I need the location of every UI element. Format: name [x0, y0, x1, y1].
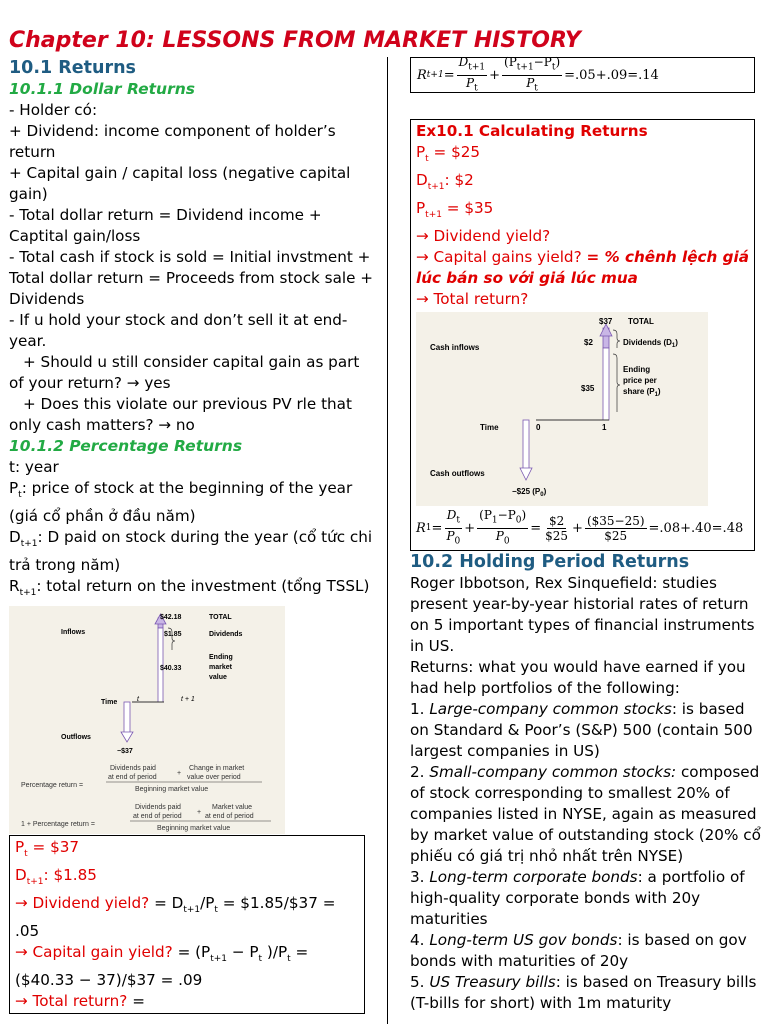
svg-text:+: +	[177, 770, 182, 778]
total-return-formula: R t+1 = $\frac{D_{t+1}}{P_t}$ + $\frac{(P_{t+1}-P_t)}{P_t}$ =.05+.09=.14	[410, 57, 755, 93]
paragraph: + Dividend: income component of holder’s return	[9, 122, 336, 161]
time-1: 1	[602, 423, 607, 433]
outflow-bar	[124, 702, 130, 734]
time-t: t	[137, 696, 139, 704]
svg-text:+: +	[197, 809, 202, 817]
svg-text:Beginning market value: Beginning market value	[157, 825, 231, 833]
ending-value: $35	[581, 384, 595, 394]
ending-label-line3: value	[209, 674, 227, 682]
example-line: $D_{t+1}$: $2	[416, 171, 474, 193]
paragraph: + Should u still consider capital gain as part of your return? → yes	[9, 353, 360, 392]
chapter-title: Chapter 10: LESSONS FROM MARKET HISTORY	[9, 28, 581, 53]
paragraph: Returns: what you would have earned if you had help portfolios of the following:	[410, 658, 746, 698]
return-diagram-figure	[9, 606, 285, 834]
svg-text:at end of period: at end of period	[108, 774, 157, 782]
total-label: TOTAL	[628, 317, 654, 327]
example-line: $P_t$ = $37	[15, 838, 80, 860]
example-cash-flow-diagram	[416, 312, 708, 506]
example-line: → Total return? =	[15, 992, 145, 1011]
example-line: → Capital gains yield? = % chênh lệch giá lúc bán so với giá lúc mua	[416, 248, 749, 288]
outflows-label: Outflows	[61, 734, 91, 742]
section-10-1-2-heading: 10.1.2 Percentage Returns	[9, 437, 243, 455]
paragraph: + Capital gain / capital loss (negative capital gain)	[9, 164, 351, 203]
section-10-1-1-heading: 10.1.1 Dollar Returns	[9, 80, 195, 98]
total-value: $37	[599, 317, 613, 327]
cash-flow-diagram	[9, 606, 285, 834]
dividend-label: Dividends	[209, 631, 243, 639]
example-line: $P_t$ = $25	[416, 143, 481, 165]
dividend-brace	[613, 330, 620, 348]
paragraph: - Total dollar return = Dividend income + Captital gain/loss	[9, 206, 322, 245]
time-label: Time	[101, 699, 118, 707]
outflow-value: −$37	[117, 748, 133, 756]
price-bar	[603, 348, 609, 420]
example-line: → Dividend yield? = $D_{t+1}/P_t$ = $1.85/$37 = .05	[15, 894, 336, 941]
paragraph: $R_{t+1}$: total return on the investment (tổng TSSL)	[9, 577, 370, 599]
example-box-left	[9, 835, 365, 1014]
outflow-arrow-head	[520, 468, 532, 480]
dividend-label: Dividends $(D_1)$	[623, 338, 678, 350]
svg-text:Dividends paid: Dividends paid	[110, 765, 156, 773]
paragraph: $P_t$: price of stock at the beginning of the year (giá cổ phần ở đầu năm)	[9, 479, 353, 526]
left-column	[9, 57, 374, 1014]
ending-label-line3: share $(P_1)$	[623, 387, 661, 399]
inflows-label: Inflows	[61, 629, 86, 637]
paragraph: - Holder có:	[9, 101, 98, 119]
price-brace	[613, 354, 620, 412]
svg-text:1 + Percentage return =: 1 + Percentage return =	[21, 821, 95, 829]
outflow-arrow-head	[121, 732, 133, 742]
total-label: TOTAL	[209, 614, 232, 622]
section-10-2-heading: 10.2 Holding Period Returns	[410, 552, 690, 573]
example-line: → Capital gain yield? = ($P_{t+1} - P_t$ )$/P_t$ = ($40.33 − 37)/$37 = .09	[15, 943, 309, 990]
example-line: $P_{t+1}$ = $35	[416, 199, 494, 221]
paragraph: t: year	[9, 458, 59, 476]
list-item: 1. Large-company common stocks: is based on Standard & Poor’s (S&P) 500 (contain 500 largest companies in US)	[410, 700, 753, 761]
percentage-return-formula	[21, 765, 262, 793]
list-item: 4. Long-term US gov bonds: is based on gov bonds with maturities of 20y	[410, 931, 747, 971]
column-divider	[387, 57, 388, 1024]
paragraph: Roger Ibbotson, Rex Sinquefield: studies present year-by-year historial rates of return on 5 important types of financial instruments in US.	[410, 574, 755, 656]
list-item: 5. US Treasury bills: is based on Treasury bills (T-bills for short) with 1m maturity	[410, 973, 757, 1013]
example-line: $D_{t+1}$: $1.85	[15, 866, 97, 888]
time-0: 0	[536, 423, 541, 433]
list-item: 2. Small-company common stocks: composed of stock corresponding to smallest 20% of companies listed in NYSE, again as measured by market value of outstanding stock (20% cổ phiếu có giá trị nhỏ nhất trên NYSE)	[410, 763, 761, 866]
svg-text:value over period: value over period	[187, 774, 241, 782]
svg-text:at end of period: at end of period	[133, 813, 182, 821]
paragraph: + Does this violate our previous PV rle that only cash matters? → no	[9, 395, 352, 434]
dividend-value: $1.85	[164, 631, 182, 639]
svg-text:Percentage return =: Percentage return =	[21, 782, 84, 790]
total-value: $42.18	[160, 614, 182, 622]
svg-text:Market value: Market value	[212, 804, 253, 812]
svg-text:Change in market: Change in market	[189, 765, 245, 773]
list-item: 3. Long-term corporate bonds: a portfolio of high-quality corporate bonds with 20y maturities	[410, 868, 745, 929]
ending-value: $40.33	[160, 665, 182, 673]
time-label: Time	[480, 423, 499, 433]
outflow-bar	[523, 420, 529, 470]
example-diagram-figure	[416, 312, 708, 506]
example-title: Ex10.1 Calculating Returns	[416, 122, 648, 140]
svg-text:Beginning market value: Beginning market value	[135, 786, 209, 794]
ending-label-line1: Ending	[623, 365, 651, 375]
example-box-right	[410, 119, 755, 551]
ending-label-line2: price per	[623, 376, 657, 386]
dividend-value: $2	[584, 338, 593, 348]
svg-text:Dividends paid: Dividends paid	[135, 804, 181, 812]
paragraph: - Total cash if stock is sold = Initial invstment + Total dollar return = Proceeds from stock sale + Dividends	[9, 248, 374, 308]
right-column	[410, 57, 768, 1014]
cash-inflows-label: Cash inflows	[430, 343, 480, 353]
ending-label-line1: Ending	[209, 654, 233, 662]
example-line: → Total return?	[416, 290, 529, 309]
paragraph: $D_{t+1}$: D paid on stock during the year (cổ tức chi trả trong năm)	[9, 528, 373, 575]
cash-outflows-label: Cash outflows	[430, 469, 485, 479]
ending-label-line2: market	[209, 664, 232, 672]
example-return-equation: R 1 = $\frac{D_t}{P_0}$ + $\frac{(P_1-P_0)}{P_0}$ = $\frac{\$2}{\$25}$ + $\frac{(\$35-25)}{\$25}$ =.08+.40=.48	[416, 508, 744, 546]
time-t1: t + 1	[181, 696, 195, 704]
outflow-value: −$25 $(P_0)$	[512, 487, 547, 499]
svg-text:at end of period: at end of period	[205, 813, 254, 821]
section-10-1-heading: 10.1 Returns	[9, 58, 136, 78]
one-plus-return-formula	[21, 804, 271, 832]
example-line: → Dividend yield?	[416, 227, 551, 246]
paragraph: - If u hold your stock and don’t sell it at end-year.	[9, 311, 348, 350]
